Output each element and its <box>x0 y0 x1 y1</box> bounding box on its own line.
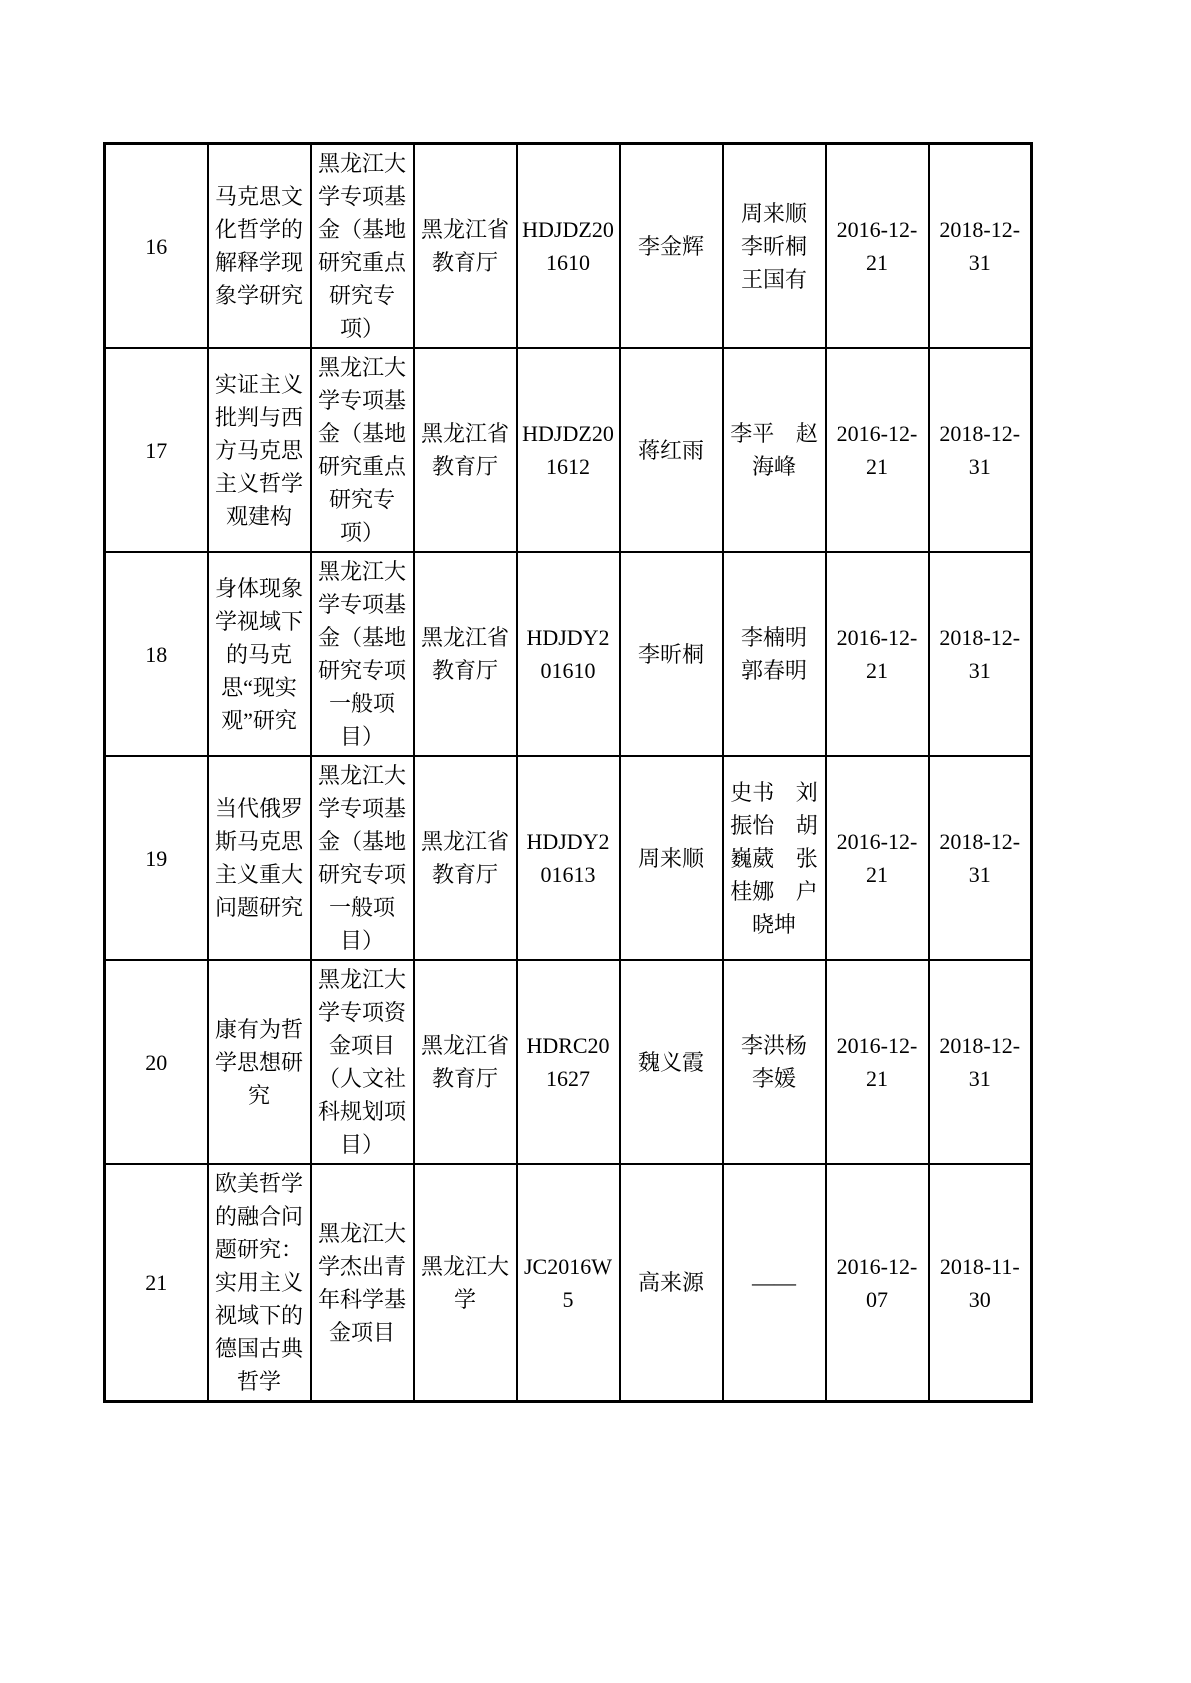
cell-team: 李平 赵海峰 <box>723 348 826 552</box>
cell-code: JC2016W5 <box>517 1164 620 1402</box>
cell-team: 周来顺 李昕桐 王国有 <box>723 144 826 349</box>
cell-num: 16 <box>105 144 208 349</box>
cell-title: 康有为哲学思想研究 <box>208 960 311 1164</box>
cell-code: HDJDY201613 <box>517 756 620 960</box>
cell-team: —— <box>723 1164 826 1402</box>
cell-num: 19 <box>105 756 208 960</box>
cell-title: 欧美哲学的融合问题研究：实用主义视域下的德国古典哲学 <box>208 1164 311 1402</box>
cell-fund: 黑龙江大学专项基金（基地研究专项一般项目） <box>311 552 414 756</box>
cell-code: HDJDY201610 <box>517 552 620 756</box>
cell-leader: 李昕桐 <box>620 552 723 756</box>
cell-num: 21 <box>105 1164 208 1402</box>
cell-fund: 黑龙江大学专项基金（基地研究专项一般项目） <box>311 756 414 960</box>
cell-title: 实证主义批判与西方马克思主义哲学观建构 <box>208 348 311 552</box>
cell-start: 2016-12-21 <box>826 348 929 552</box>
cell-start: 2016-12-21 <box>826 960 929 1164</box>
cell-agency: 黑龙江省教育厅 <box>414 756 517 960</box>
cell-end: 2018-12-31 <box>929 552 1032 756</box>
cell-agency: 黑龙江大学 <box>414 1164 517 1402</box>
table-row <box>105 552 1032 756</box>
cell-agency: 黑龙江省教育厅 <box>414 144 517 349</box>
cell-code: HDRC201627 <box>517 960 620 1164</box>
cell-end: 2018-12-31 <box>929 960 1032 1164</box>
table-row <box>105 1164 1032 1402</box>
cell-team: 李洪杨 李媛 <box>723 960 826 1164</box>
cell-end: 2018-11-30 <box>929 1164 1032 1402</box>
cell-fund: 黑龙江大学杰出青年科学基金项目 <box>311 1164 414 1402</box>
cell-end: 2018-12-31 <box>929 348 1032 552</box>
cell-agency: 黑龙江省教育厅 <box>414 960 517 1164</box>
table-row <box>105 144 1032 349</box>
cell-leader: 周来顺 <box>620 756 723 960</box>
cell-team: 李楠明 郭春明 <box>723 552 826 756</box>
cell-code: HDJDZ201610 <box>517 144 620 349</box>
table-row <box>105 756 1032 960</box>
cell-end: 2018-12-31 <box>929 144 1032 349</box>
table-row <box>105 348 1032 552</box>
cell-agency: 黑龙江省教育厅 <box>414 552 517 756</box>
cell-code: HDJDZ201612 <box>517 348 620 552</box>
cell-start: 2016-12-21 <box>826 144 929 349</box>
cell-start: 2016-12-07 <box>826 1164 929 1402</box>
cell-leader: 高来源 <box>620 1164 723 1402</box>
cell-title: 身体现象学视域下的马克思“现实观”研究 <box>208 552 311 756</box>
cell-agency: 黑龙江省教育厅 <box>414 348 517 552</box>
cell-end: 2018-12-31 <box>929 756 1032 960</box>
cell-leader: 蒋红雨 <box>620 348 723 552</box>
cell-start: 2016-12-21 <box>826 552 929 756</box>
cell-title: 当代俄罗斯马克思主义重大问题研究 <box>208 756 311 960</box>
table-row <box>105 960 1032 1164</box>
cell-start: 2016-12-21 <box>826 756 929 960</box>
cell-leader: 魏义霞 <box>620 960 723 1164</box>
cell-fund: 黑龙江大学专项资金项目（人文社科规划项目） <box>311 960 414 1164</box>
cell-title: 马克思文化哲学的解释学现象学研究 <box>208 144 311 349</box>
projects-table-body <box>105 144 1032 1402</box>
cell-num: 17 <box>105 348 208 552</box>
cell-fund: 黑龙江大学专项基金（基地研究重点研究专项） <box>311 144 414 349</box>
projects-table <box>103 142 1033 1403</box>
cell-fund: 黑龙江大学专项基金（基地研究重点研究专项） <box>311 348 414 552</box>
cell-num: 20 <box>105 960 208 1164</box>
cell-team: 史书 刘振怡 胡巍葳 张桂娜 户晓坤 <box>723 756 826 960</box>
cell-leader: 李金辉 <box>620 144 723 349</box>
cell-num: 18 <box>105 552 208 756</box>
